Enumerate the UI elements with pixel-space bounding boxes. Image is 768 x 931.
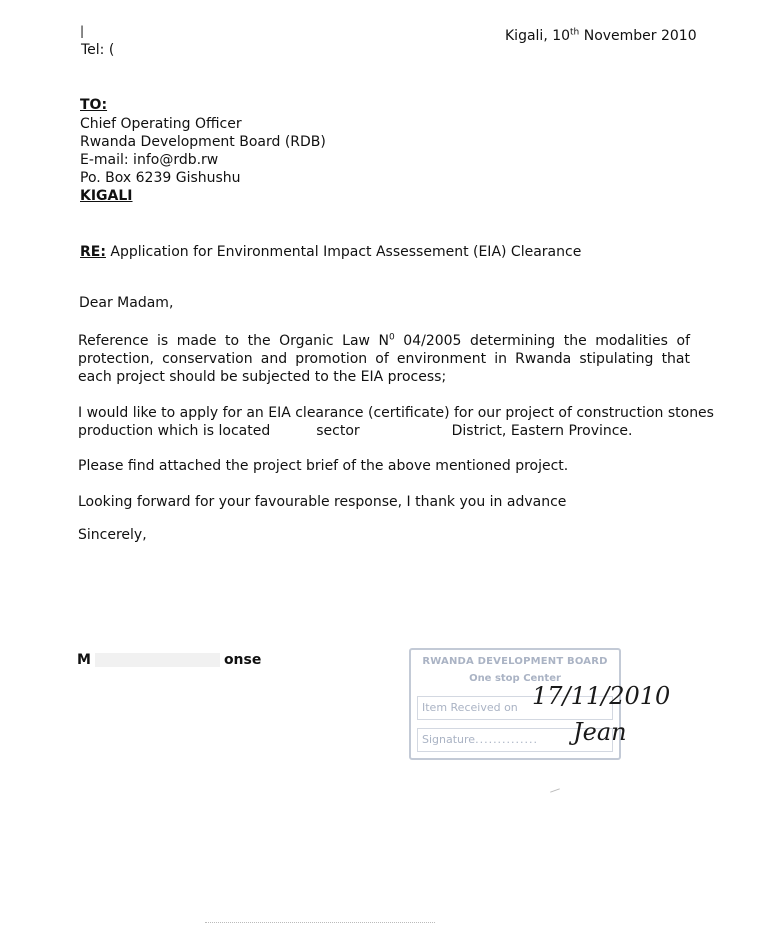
signatory-name-end: onse bbox=[223, 652, 262, 668]
stamp-subtitle: One stop Center bbox=[469, 673, 561, 684]
body-paragraph-2-line-2 bbox=[78, 422, 633, 440]
stamp-received-label: Item Received on bbox=[422, 701, 518, 714]
recipient-city: KIGALI bbox=[80, 188, 133, 204]
body-paragraph-3: Please find attached the project brief of the above mentioned project. bbox=[78, 458, 569, 474]
p1-superscript: 0 bbox=[389, 332, 395, 343]
telephone-line bbox=[81, 42, 114, 58]
p2-sector-text: sector bbox=[316, 423, 360, 439]
scan-mark bbox=[205, 922, 435, 927]
p1-text-end: 04/2005 determining the modalities of protection, conservation and promotion of environment in Rwanda stipulating that each project should be subjected to the EIA process; bbox=[78, 333, 691, 385]
p2-district-text: District, Eastern Province. bbox=[451, 423, 633, 439]
signatory-name-start: M bbox=[77, 652, 91, 668]
subject-label: RE: bbox=[80, 244, 106, 260]
body-paragraph-2-line-1: I would like to apply for an EIA clearance (certificate) for our project of construction stones bbox=[78, 405, 714, 421]
stamp-title: RWANDA DEVELOPMENT BOARD bbox=[422, 656, 608, 667]
header-mark: | bbox=[80, 24, 85, 38]
recipient-line: Rwanda Development Board (RDB) bbox=[80, 134, 326, 150]
subject-text: Application for Environmental Impact Assessement (EIA) Clearance bbox=[105, 244, 582, 260]
date-prefix: Kigali, 10 bbox=[505, 28, 571, 44]
date-suffix: November 2010 bbox=[579, 28, 697, 44]
body-paragraph-1 bbox=[78, 332, 690, 386]
recipient-line: Chief Operating Officer bbox=[80, 116, 242, 132]
letter-date bbox=[505, 28, 697, 44]
to-label: TO: bbox=[80, 97, 108, 113]
tel-value: ( bbox=[108, 42, 115, 58]
body-paragraph-4: Looking forward for your favourable response, I thank you in advance bbox=[78, 494, 567, 510]
p1-text-start: Reference is made to the Organic Law N bbox=[78, 333, 390, 349]
recipient-email: E-mail: info@rdb.rw bbox=[80, 152, 219, 168]
tel-label: Tel: bbox=[81, 42, 105, 58]
stamp-dotted-leader: .............. bbox=[475, 733, 539, 746]
handwritten-signature: Jean bbox=[573, 718, 627, 746]
redacted-name bbox=[95, 653, 220, 667]
recipient-po-box: Po. Box 6239 Gishushu bbox=[80, 170, 241, 186]
scan-mark bbox=[550, 788, 560, 792]
stamp-signature-label: Signature bbox=[422, 733, 476, 746]
salutation: Dear Madam, bbox=[79, 295, 174, 311]
date-ordinal: th bbox=[570, 27, 580, 38]
signatory-name bbox=[77, 652, 261, 668]
closing: Sincerely, bbox=[78, 527, 147, 543]
subject-line bbox=[80, 243, 581, 261]
p2-location-text: production which is located bbox=[78, 423, 271, 439]
handwritten-received-date: 17/11/2010 bbox=[532, 682, 671, 710]
